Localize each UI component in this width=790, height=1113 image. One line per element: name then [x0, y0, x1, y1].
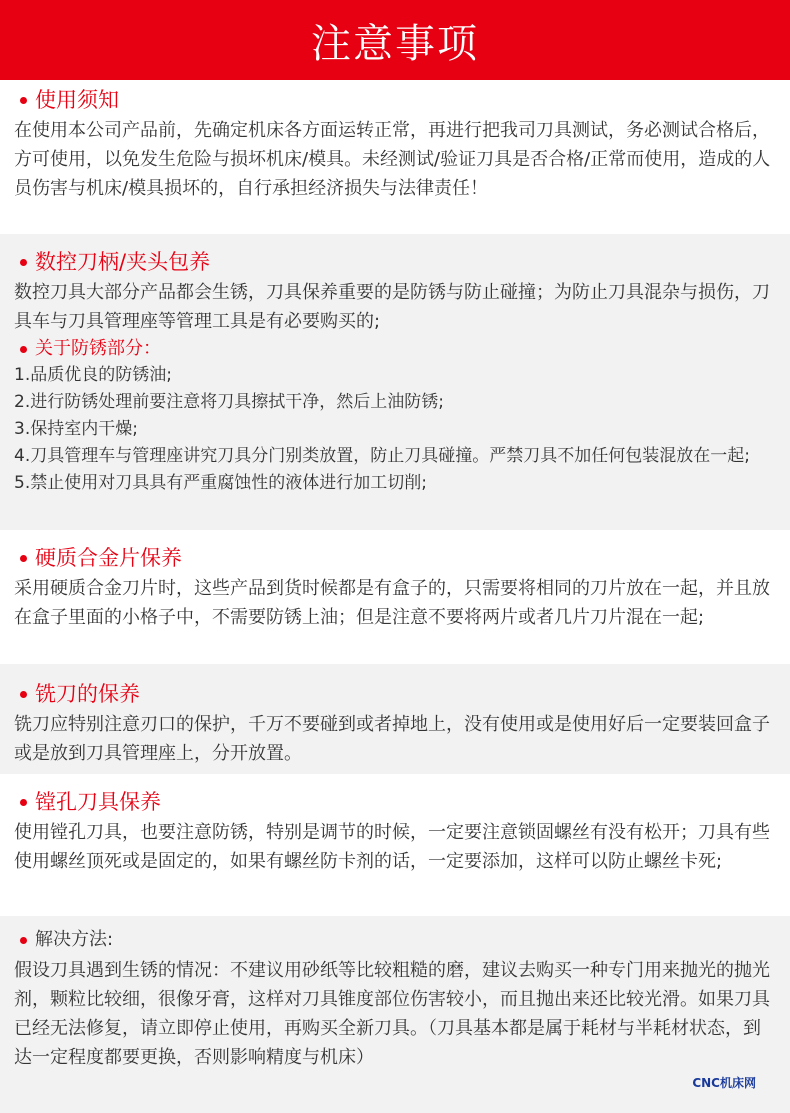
section-body: 采用硬质合金刀片时，这些产品到货时候都是有盒子的，只需要将相同的刀片放在一起，并且放在盒子里面的小格子中，不需要防锈上油；但是注意不要将两片或者几片刀片混在一起; [14, 578, 770, 628]
section-heading [14, 788, 776, 816]
section-milling [0, 664, 790, 774]
section-title: 使用须知 [35, 88, 119, 112]
bullet-dot-icon [20, 691, 27, 698]
rust-tips-list [14, 362, 776, 497]
bullet-dot-icon [20, 937, 27, 944]
bullet-dot-icon [20, 555, 27, 562]
sub-heading-label: 关于防锈部分： [35, 338, 161, 359]
section-title: 镗孔刀具保养 [35, 790, 161, 814]
list-item: 1.品质优良的防锈油; [14, 365, 172, 385]
section-heading [14, 248, 776, 276]
section-solution [0, 916, 790, 1113]
section-body: 数控刀具大部分产品都会生锈，刀具保养重要的是防锈与防止碰撞；为防止刀具混杂与损伤，刀具车与刀具管理座等管理工具是有必要购买的; [14, 282, 770, 332]
list-item: 5.禁止使用对刀具具有严重腐蚀性的液体进行加工切削; [14, 473, 427, 493]
section-heading [14, 544, 776, 572]
list-item: 2.进行防锈处理前要注意将刀具擦拭干净，然后上油防锈; [14, 392, 444, 412]
page-header [0, 0, 790, 80]
bullet-dot-icon [20, 259, 27, 266]
watermark-label: CNC机床网 [692, 1076, 756, 1090]
section-title: 解决方法: [35, 929, 114, 950]
section-heading [14, 680, 776, 708]
bullet-dot-icon [20, 346, 27, 353]
section-carbide [0, 540, 790, 658]
sub-heading [14, 336, 776, 362]
section-heading [14, 926, 776, 954]
section-body: 在使用本公司产品前，先确定机床各方面运转正常，再进行把我司刀具测试，务必测试合格后，方可使用，以免发生危险与损坏机床/模具。未经测试/验证刀具是否合格/正常而使用，造成的人员伤害与机床/模具损坏的，自行承担经济损失与法律责任！ [14, 120, 771, 199]
section-heading [14, 86, 776, 114]
section-holder [0, 234, 790, 530]
section-title: 硬质合金片保养 [35, 546, 182, 570]
section-boring [0, 780, 790, 914]
section-body: 使用镗孔刀具，也要注意防锈，特别是调节的时候，一定要注意锁固螺丝有没有松开；刀具有些使用螺丝顶死或是固定的，如果有螺丝防卡剂的话，一定要添加，这样可以防止螺丝卡死; [14, 822, 770, 872]
section-usage [0, 86, 790, 228]
section-body: 假设刀具遇到生锈的情况：不建议用砂纸等比较粗糙的磨，建议去购买一种专门用来抛光的抛光剂，颗粒比较细，很像牙膏，这样对刀具锥度部位伤害较小，而且抛出来还比较光滑。如果刀具已经无法修复，请立即停止使用，再购买全新刀具。（刀具基本都是属于耗材与半耗材状态，到达一定程度都要更换，否则影响精度与机床） [14, 960, 770, 1068]
bullet-dot-icon [20, 97, 27, 104]
section-title: 铣刀的保养 [35, 682, 140, 706]
section-title: 数控刀柄/夹头包养 [35, 250, 211, 274]
bullet-dot-icon [20, 799, 27, 806]
list-item: 4.刀具管理车与管理座讲究刀具分门别类放置，防止刀具碰撞。严禁刀具不加任何包装混放在一起; [14, 446, 750, 466]
section-body: 铣刀应特别注意刃口的保护，千万不要碰到或者掉地上，没有使用或是使用好后一定要装回盒子或是放到刀具管理座上，分开放置。 [14, 714, 770, 764]
list-item: 3.保持室内干燥; [14, 419, 138, 439]
page-title: 注意事项 [311, 20, 479, 67]
